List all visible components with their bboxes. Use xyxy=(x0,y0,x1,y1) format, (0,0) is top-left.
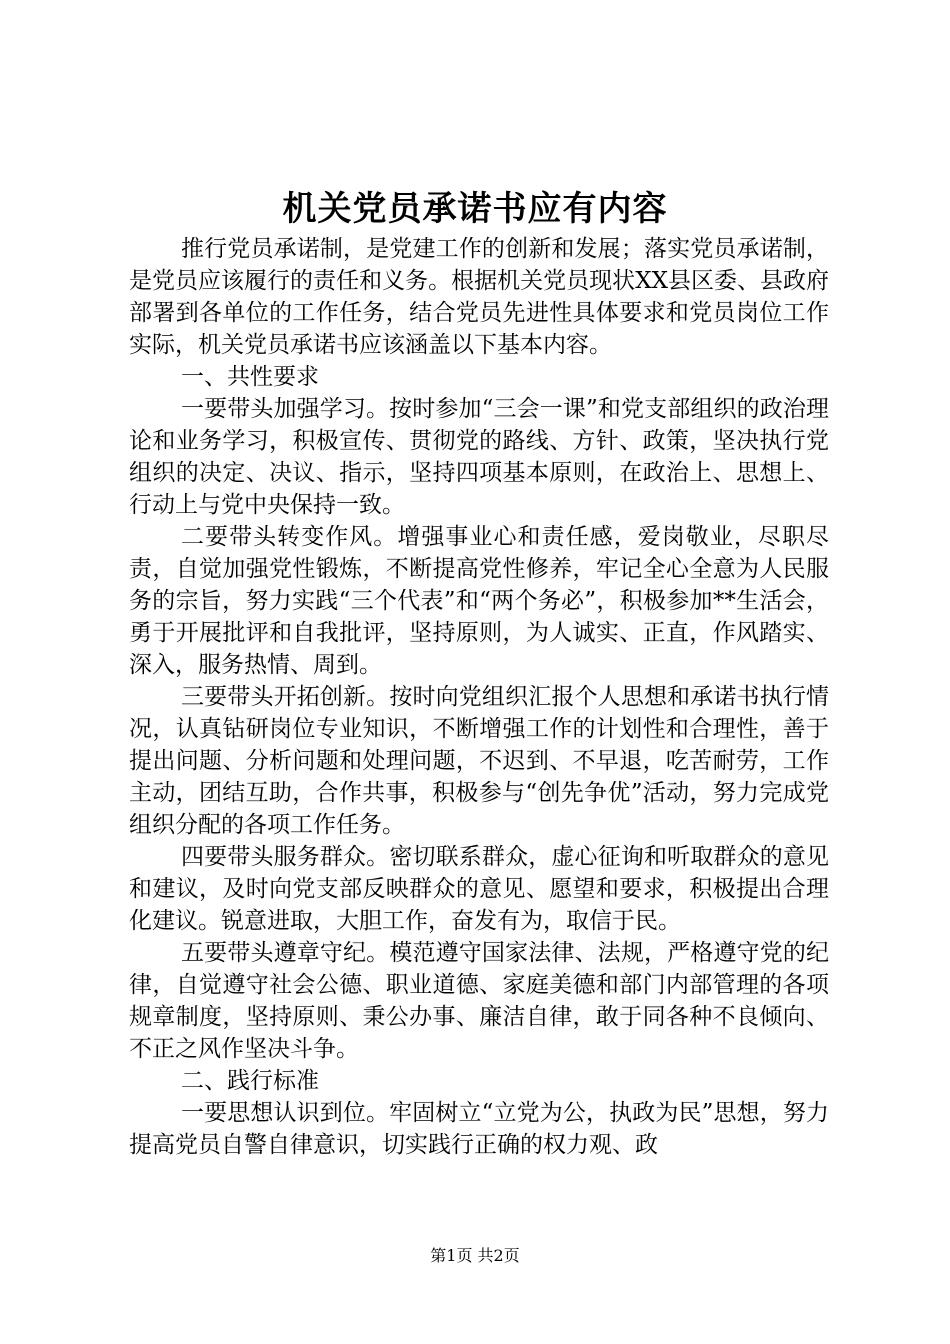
paragraph-innovation: 三要带头开拓创新。按时向党组织汇报个人思想和承诺书执行情况，认真钻研岗位专业知识，不断增强工作的计划性和合理性，善于提出问题、分析问题和处理问题，不迟到、不早退，吃苦耐劳，工作主动，团结互助，合作共事，积极参与“创先争优”活动，努力完成党组织分配的各项工作任务。 xyxy=(129,684,829,838)
document-title: 机关党员承诺书应有内容 xyxy=(282,189,668,229)
paragraph-study: 一要带头加强学习。按时参加“三会一课”和党支部组织的政治理论和业务学习，积极宣传、贯彻党的路线、方针、政策，坚决执行党组织的决定、决议、指示，坚持四项基本原则，在政治上、思想上、行动上与党中央保持一致。 xyxy=(129,396,829,518)
page-footer: 第1页 共2页 xyxy=(430,1246,520,1265)
paragraph-serve-masses: 四要带头服务群众。密切联系群众，虚心征询和听取群众的意见和建议，及时向党支部反映群众的意见、愿望和要求，积极提出合理化建议。锐意进取，大胆工作，奋发有为，取信于民。 xyxy=(129,844,829,934)
intro-paragraph: 推行党员承诺制，是党建工作的创新和发展；落实党员承诺制，是党员应该履行的责任和义务。根据机关党员现状XX县区委、县政府部署到各单位的工作任务，结合党员先进性具体要求和党员岗位工作实际，机关党员承诺书应该涵盖以下基本内容。 xyxy=(129,236,829,358)
paragraph-discipline: 五要带头遵章守纪。模范遵守国家法律、法规，严格遵守党的纪律，自觉遵守社会公德、职业道德、家庭美德和部门内部管理的各项规章制度，坚持原则、秉公办事、廉洁自律，敢于同各种不良倾向、不正之风作坚决斗争。 xyxy=(129,940,829,1062)
section-heading-common-requirements: 一、共性要求 xyxy=(181,364,319,390)
section-heading-practice-standards: 二、践行标准 xyxy=(181,1068,319,1094)
document-body xyxy=(129,233,829,1161)
paragraph-work-style: 二要带头转变作风。增强事业心和责任感，爱岗敬业，尽职尽责，自觉加强党性锻炼，不断提高党性修养，牢记全心全意为人民服务的宗旨，努力实践“三个代表”和“两个务必”，积极参加**生活会，勇于开展批评和自我批评，坚持原则，为人诚实、正直，作风踏实、深入，服务热情、周到。 xyxy=(129,524,829,678)
paragraph-ideology: 一要思想认识到位。牢固树立“立党为公，执政为民”思想，努力提高党员自警自律意识，切实践行正确的权力观、政 xyxy=(129,1100,829,1158)
